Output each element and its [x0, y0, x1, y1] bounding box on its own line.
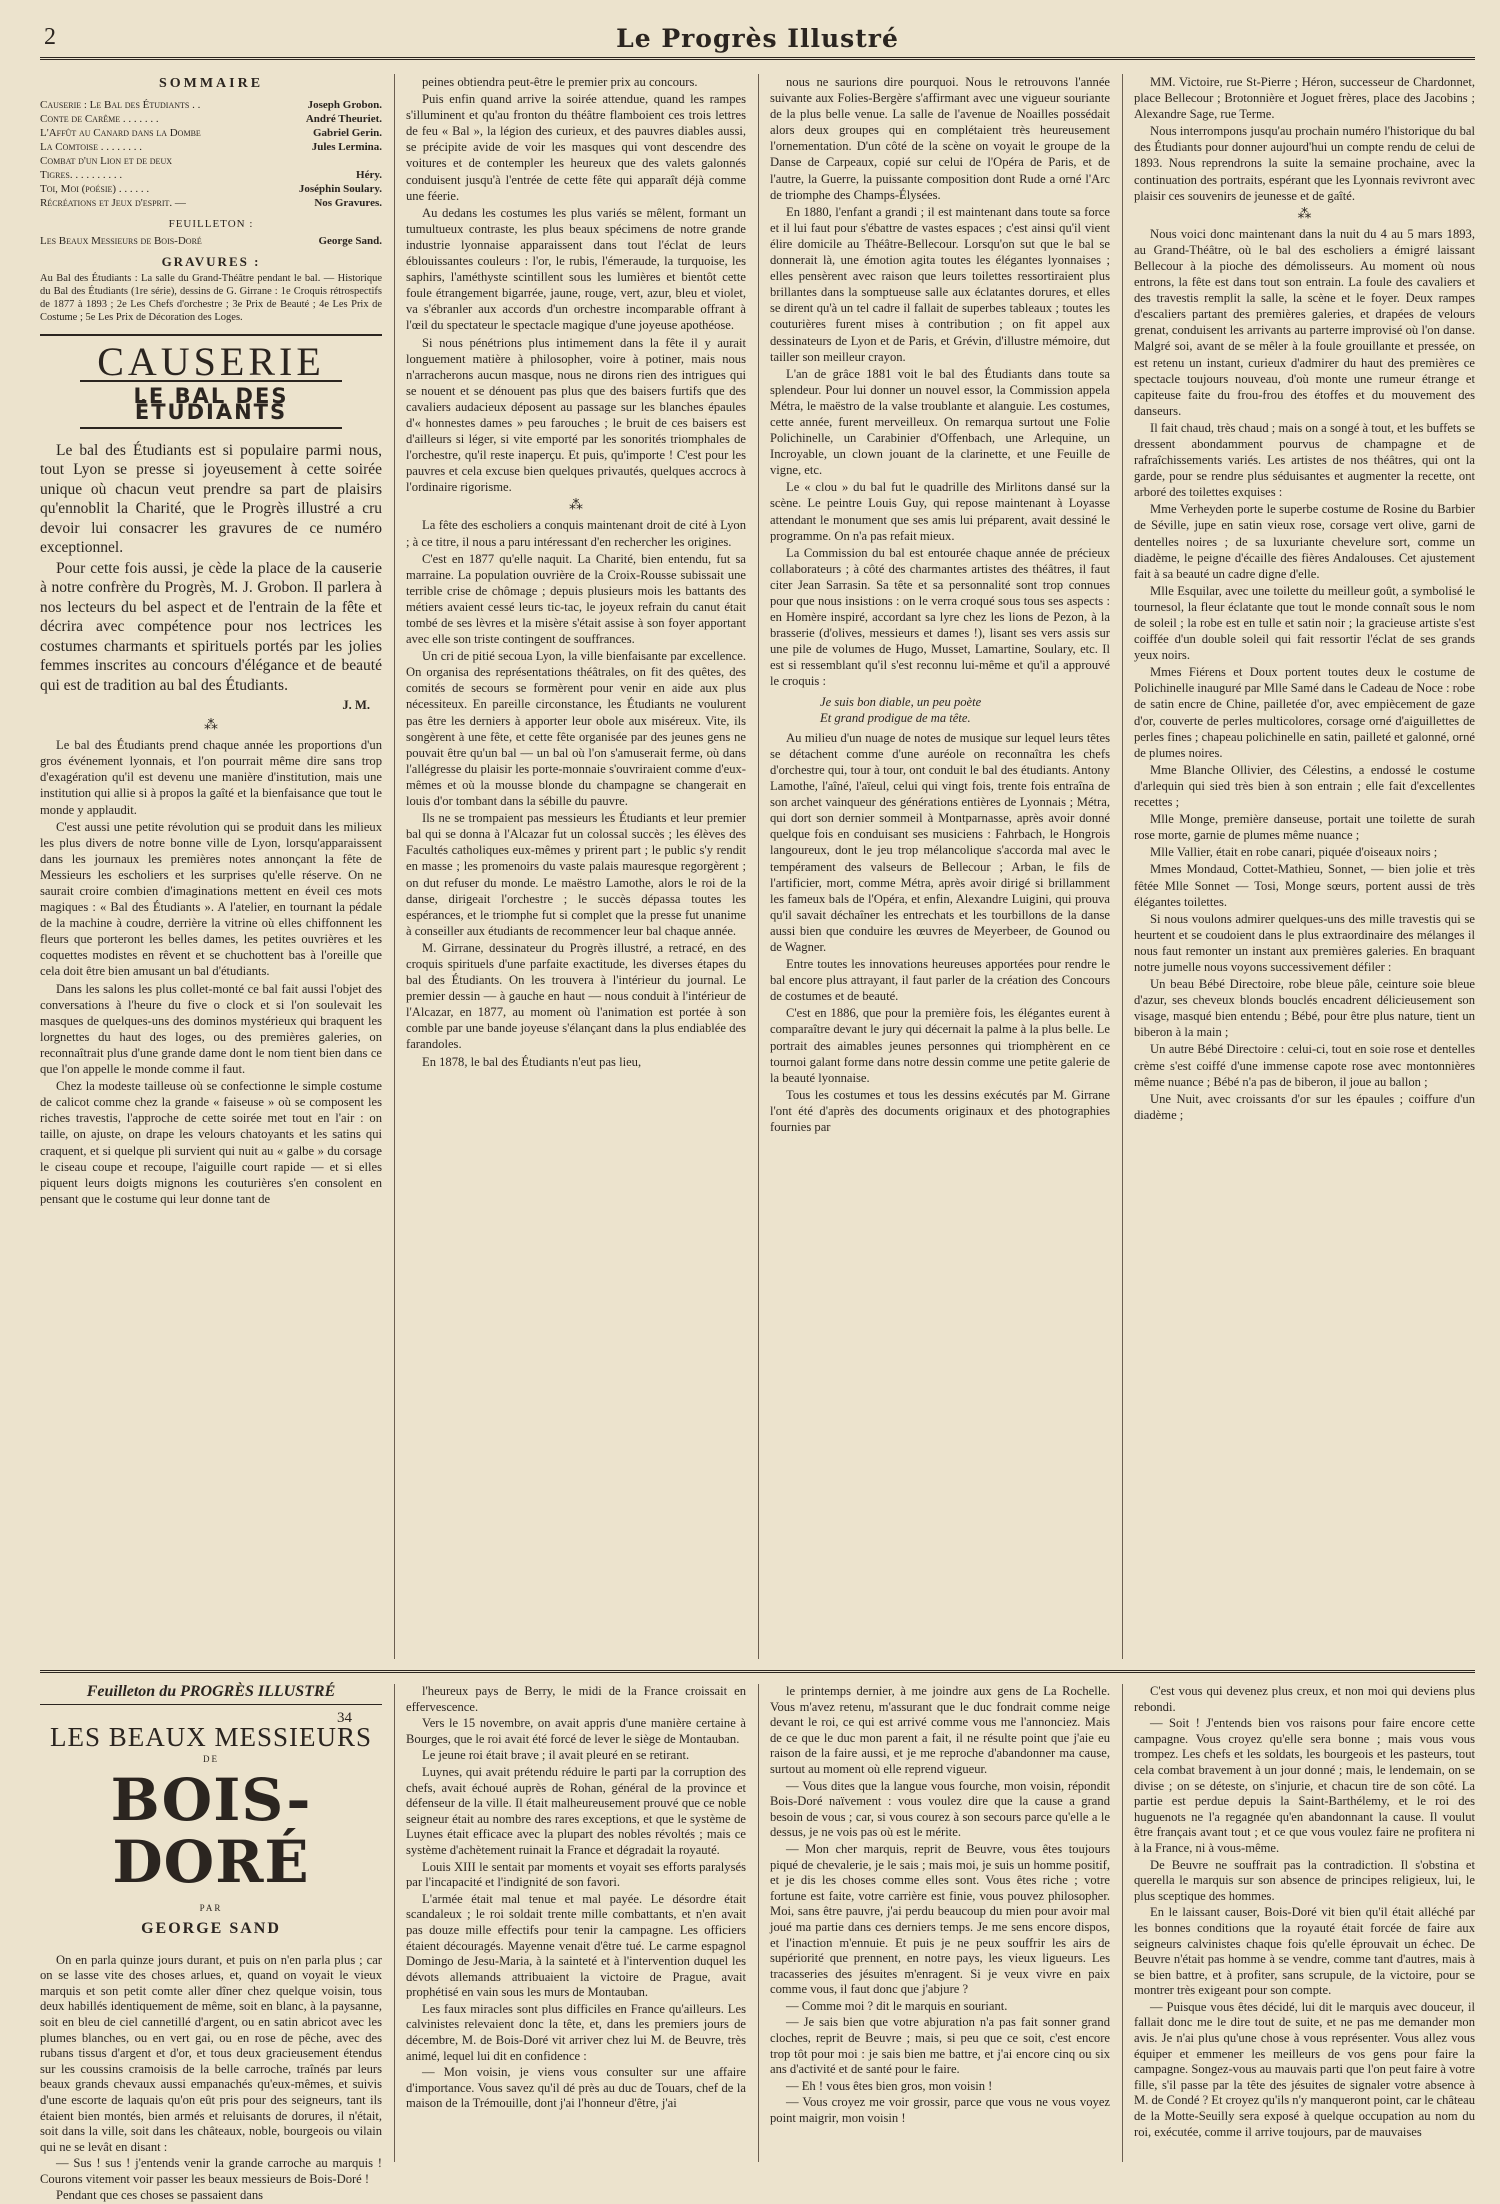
gravures-title: GRAVURES :	[161, 254, 261, 270]
gravures-text: Au Bal des Étudiants : La salle du Grand-Théâtre pendant le bal. — Historique du Bal des Étudiants (1re série), dessins de G. Girrane : 1e Croquis rétrospectifs de 1877 à 1893 ; 2e Les Chefs d'orchestre ; 3e Prix de Beauté ; 4e Les Prix de Costume ; 5e Les Prix de Décoration des Loges.	[40, 273, 382, 324]
column-rule	[758, 74, 759, 1659]
column-3: nous ne saurions dire pourquoi. Nous le retrouvons l'année suivante aux Folies-Bergère s'affirmant avec une vigueur souriante de la plus belle venue. La salle de l'avenue de Noailles possédait alors deux groupes qui en complétaient très heureusement l'ornementation. D'un côté de la scène on voyait le groupe de la Danse de Carpeaux, copié sur celui de l'Opéra de Paris, et de l'autre, la Guerre, la puissante composition dont Rude a orné l'Arc de triomphe des Champs-Élysées. En 1880, l'enfant a grandi ; il est maintenant dans toute sa force et il lui faut pour s'ébattre de vastes espaces ; c'est ainsi qu'il vient élire domicile au Théâtre-Bellecour. Lorsqu'on sut que le bal se donnerait là, une émotion agita toutes les élégantes lyonnaises ; elles pensèrent avec raison que leurs toilettes ressortiraient plus brillantes dans la somptueuse salle aux éclatantes dorures, et elles se dirent qu'à un tel cadre il fallait de superbes tableaux ; toutes les couturières furent mises à contribution ; on fit appel aux dessinateurs de Lyon et de Paris, et Grévin, d'illustre mémoire, dut tailler son meilleur crayon. L'an de grâce 1881 voit le bal des Étudiants dans toute sa splendeur. Pour lui donner un nouvel essor, la Commission appela Métra, le maëstro de la valse troublante et alanguie. Les costumes, cette année, furent merveilleux. On remarqua surtout une Folie Polichinelle, un Carabinier d'Offenbach, une Arlequine, un Incroyable, un clown jouant de la clarinette, et une Feuille de vigne, etc. Le « clou » du bal fut le quadrille des Mirlitons dansé sur la scène. Le peintre Louis Guy, qui repose maintenant à Loyasse attendant le monument que ses amis lui préparent, avait dessiné le programme. On n'a pas refait mieux. La Commission du bal est entourée chaque année de précieux collaborateurs ; à côté des charmantes artistes des théâtres, il faut citer Jean Sarrasin. Sa tête et sa personnalité sont trop connues pour que nous insistions : on le verra croqué sous tous ses aspects : en Homère inspiré, accordant sa lyre chez les lions de Pezon, à la brasserie (d'olives, messieurs et dames !), lisant ses vers assis sur une pile de volumes de Hugo, Musset, Lamartine, Soulary, etc. Il est si ressemblant qu'il s'est reconnu lui-même et qu'il a approuvé le croquis : Je suis bon diable, un peu poète Et grand prodigue de ma tête. Au milieu d'un nuage de notes de musique sur lequel leurs têtes se détachent comme d'une auréole on reconnaîtra les chefs d'orchestre qui, tour à tour, ont conduit le bal des étudiants. Antony Lamothe, l'aîné, l'aïeul, celui qui vingt fois, trente fois entraîna de son archet vainqueur des générations entières de Lyonnais ; Métra, qui dort son dernier sommeil à Montparnasse, après avoir donné quelque fois en conduisant ses musiciens : Fahrbach, le Hongrois langoureux, dont le jeu trop mélancolique s'accorda mal avec le tempérament des valseurs de Bellecour ; Arban, le fils de l'artificier, mort, comme Métra, après avoir dirigé si brillamment les fameux bals de l'Opéra, et enfin, Alexandre Luigini, qui prouva qu'il savait déchaîner les entrechats et les tourbillons de la danse aussi bien que conduire les œuvres de Meyerbeer, de Gounod ou de Wagner. Entre toutes les innovations heureuses apportées pour rendre le bal encore plus attrayant, il faut parler de la création des Concours de costumes et de beauté. C'est en 1886, que pour la première fois, les élégantes eurent à comparaître devant le jury qui décernait la palme à la plus belle. Le portrait des aimables jeunes personnes qui triomphèrent en ce tournoi galant forme dans notre dessin comme une petite galerie de la beauté lyonnaise. Tous les costumes et tous les dessins exécutés par M. Girrane l'ont été d'après des documents originaux et des photographies fournies par	[770, 75, 1110, 1134]
feuilleton-number: 34	[337, 1709, 352, 1726]
causerie-heading: CAUSERIE	[97, 339, 325, 385]
page-number: 2	[44, 24, 56, 50]
column-4: MM. Victoire, rue St-Pierre ; Héron, successeur de Chardonnet, place Bellecour ; Brotonnière et Joguet frères, place des Jacobins ; Alexandre Sage, rue Terme. Nous interrompons jusqu'au prochain numéro l'historique du bal des Étudiants pour donner aujourd'hui un compte rendu de celui de 1893. Nous reprendrons la suite la semaine prochaine, avec la continuation des portraits, espérant que les Lyonnais revivront avec plaisir ces souvenirs de jeunesse et de gaîté. ⁂ Nous voici donc maintenant dans la nuit du 4 au 5 mars 1893, au Grand-Théâtre, où le bal des escholiers a émigré laissant Bellecour à la pioche des démolisseurs. Au moment où nous entrons, la fête est dans tout son entrain. La foule des cavaliers et des travestis remplit la salle, la scène et le foyer. Deux rampes d'escaliers partant des premières galeries, et drapées de velours grenat, conduisent les arrivants au parterre improvisé où l'on danse. Malgré soi, avant de se mêler à la foule grouillante et pressée, on est retenu un instant, curieux d'admirer du haut des premières ce spectacle toujours nouveau, d'où monte une rumeur étrange et capiteuse faite du frou-frou des étoffes et du mouvement des danseurs. Il fait chaud, très chaud ; mais on a songé à tout, et les buffets se dressent abondamment pourvus de champagne et de rafraîchissements variés. Les artistes de nos théâtres, qui ont la garde, pour se rendre plus séduisantes et augmenter la recette, ont arboré des toilettes exquises : Mme Verheyden porte le superbe costume de Rosine du Barbier de Séville, jupe en satin vieux rose, corsage vert olive, garni de dentelles noires ; de sa luxuriante chevelure sort, comme un diadème, le peigne d'écaille des fières Andalouses. Cet ajustement fait à sa beauté un cadre digne d'elle. Mlle Esquilar, avec une toilette du meilleur goût, a symbolisé le tournesol, la fleur éclatante que tout le monde connaît sous le nom de soleil ; la robe est en tulle et satin noir ; la gracieuse artiste s'est coiffée d'un double soleil qui fait ressortir l'éclat de ses grands yeux noirs. Mmes Fiérens et Doux portent toutes deux le costume de Polichinelle inauguré par Mlle Samé dans le Cadeau de Noce : robe de satin encre de Chine, pailletée d'or, avec empiècement de gaze d'or, couverte de perles multicolores, corsage orné d'aiguillettes de perles fines ; chapeau polichinelle en satin, pailleté et galonné, orné de plumes noires. Mme Blanche Ollivier, des Célestins, a endossé le costume d'arlequin qui sied très bien à son entrain ; elle fait d'excellentes recettes ; Mlle Monge, première danseuse, portait une toilette de surah rose morte, garnie de plumes même nuance ; Mlle Vallier, était en robe canari, piquée d'oiseaux noirs ; Mmes Mondaud, Cottet-Mathieu, Sonnet, — bien jolie et très fêtée Mlle Sonnet — Tosi, Monge sœurs, portent aussi de très élégantes toilettes. Si nous voulons admirer quelques-uns des mille travestis qui se heurtent et se coudoient dans le plus extraordinaire des mélanges il nous faut remonter un instant aux premières galeries. En braquant notre jumelle nous voyons successivement défiler : Un beau Bébé Directoire, robe bleue pâle, ceinture soie bleue d'azur, ses cheveux blonds bouclés encadrent délicieusement son visage, masqué bien entendu ; Bébé, pour être plus nature, tient un biberon à la main ; Un autre Bébé Directoire : celui-ci, tout en soie rose et dentelles crème s'est coiffé d'une immense capote rose avec montonnières même nuance ; Bébé n'a pas de biberon, il joue au ballon ; Une Nuit, avec croissants d'or sur les épaules ; coiffure d'un diadème ;	[1134, 75, 1475, 1122]
toc-row: Combat d'un Lion et de deux	[40, 155, 172, 168]
toc-row: Récréations et Jeux d'esprit. — Nos Gravures.	[40, 197, 382, 210]
feuilleton-entry: Les Beaux Messieurs de Bois-Doré George Sand.	[40, 235, 382, 248]
newspaper-page	[40, 22, 1475, 2203]
toc-row: La Comtoise . . . . . . . . Jules Lermina.	[40, 141, 382, 154]
column-1: SOMMAIRE Causerie : Le Bal des Étudiants . . Joseph Grobon. Conte de Carême . . . . . . . André Theuriet. L'Affût au Canard dans la Dombe Gabriel Gerin. La Comtoise . . . . . . . . Jules Lermina. Combat d'un Lion et de deux Tigres. . . . . . . . . . Héry. Toi, Moi (poésie) . . . . . . Joséphin Soulary. Récréations et Jeux d'esprit. — Nos Gravures. FEUILLETON : Les Beaux Messieurs de Bois-Doré George Sand. GRAVURES : Au Bal des Étudiants : La salle du Grand-Théâtre pendant le bal. — Historique du Bal des Étudiants (1re série), dessins de G. Girrane : 1e Croquis rétrospectifs de 1877 à 1893 ; 2e Les Chefs d'orchestre ; 3e Prix de Beauté ; 4e Les Prix de Costume ; 5e Les Prix de Décoration des Loges. CAUSERIE LE BAL DES ÉTUDIANTS Le bal des Étudiants est si populaire parmi nous, tout Lyon se presse si joyeusement à cette soirée unique où chacun veut prendre sa part de plaisirs qu'ennoblit la Charité, que le Progrès illustré a cru devoir lui consacrer les gravures de ce numéro exceptionnel. Pour cette fois aussi, je cède la place de la causerie à notre confrère du Progrès, M. J. Grobon. Il parlera à nos lecteurs du bel aspect et de l'entrain de la fête et décrira avec compétence pour nos lectrices les costumes charmants et spirituels portés par les jolies femmes inscrites au concours d'élégance et de beauté qui est de tradition au bal des Étudiants. J. M. ⁂ Le bal des Étudiants prend chaque année les proportions d'un gros événement lyonnais, et l'on pourrait même dire sans trop d'exagération qu'il est devenu une manière d'institution, mais une institution qui allie si à propos la gaîté et la bienfaisance que tout le monde y applaudit. C'est aussi une petite révolution qui se produit dans les milieux les plus divers de notre bonne ville de Lyon, lorsqu'apparaissent dans les journaux les premières notes annonçant la fête de Messieurs les escholiers et les surprises qu'elle réserve. On ne saurait croire combien d'imaginations mettent en éveil ces mots magiques : « Bal des Étudiants ». A l'atelier, en tournant la pédale de la machine à coudre, derrière la vitrine où elles chiffonnent les fleurs que porteront les belles dames, les petites ouvrières et les coquettes modistes en rêvent et se chuchottent bas à l'oreille que cela doit être bien amusant un bal d'étudiants. Dans les salons les plus collet-monté ce bal fait aussi l'objet des conversations à l'heure du five o clock et si l'on soulevait les masques de quelques-uns des dominos mystérieux qui braquent les lorgnettes du haut des loges, ou des premières galeries, on reconnaîtrait plus d'une grande dame dont le nom tient bien dans ce que l'on appelle le monde comme il faut. Chez la modeste tailleuse où se confectionne le simple costume de calicot comme chez la grande « faiseuse » où se composent les riches travestis, l'approche de cette soirée met tout en l'air : on taille, on ajuste, on drape les velours chatoyants et les satins qui craquent, et si quelque pli survient qui nuit au « galbe » du corsage le ciseau coupe et recoupe, l'aiguille court rapide — et si elles piquent leurs doigts mignons les couturières s'en consolent en pensant que le costume qui leur donne tant de	[40, 76, 382, 1206]
novel-par: PAR	[199, 1903, 223, 1914]
section-divider	[40, 1670, 1475, 1673]
feuilleton-column-2: l'heureux pays de Berry, le midi de la France croissait en effervescence. Vers le 15 novembre, on avait appris d'une manière certaine à Bourges, que le roi avait été forcé de lever le siège de Montauban. Le jeune roi était brave ; il avait pleuré en se retirant. Luynes, qui avait prétendu réduire le parti par la corruption des chefs, avait échoué auprès de Rohan, général de la province et défenseur de la ville. Il était malheureusement prouvé que ce noble seigneur était au nombre des rares exceptions, et que le système de Luynes était efficace avec la plupart des nobles révoltés ; mais ce système d'achètement ruinait la France et dégradait la royauté. Louis XIII le sentait par moments et voyait ses efforts paralysés par l'incapacité et l'indignité de son favori. L'armée était mal tenue et mal payée. Le désordre était scandaleux ; le roi soldait trente mille combattants, et n'en avait pas douze mille effectifs pour tenir la campagne. Les officiers étaient découragés. Mayenne venait d'être tué. Le carme espagnol Domingo de Jesu-Maria, à la sainteté et à l'intervention duquel les dévots allemands attribuaient la victoire de Prague, avait prophétisé en vain sous les murs de Montauban. Les faux miracles sont plus difficiles en France qu'ailleurs. Les calvinistes relevaient donc la tête, et, dans les premiers jours de décembre, M. de Bois-Doré vit arriver chez lui M. de Beuvre, très animé, lequel lui dit en confidence : — Mon voisin, je viens vous consulter sur une affaire d'importance. Vous savez qu'il dé près au duc de Touars, chef de la maison de la Trémouille, dont j'ai l'honneur d'être, j'ai	[406, 1684, 746, 2111]
upper-section	[40, 74, 1475, 1659]
novel-author: GEORGE SAND	[141, 1919, 281, 1937]
column-rule	[394, 1684, 395, 2162]
sommaire-title: SOMMAIRE	[158, 76, 264, 91]
novel-title-main: BOIS-DORÉ	[110, 1766, 312, 1897]
novel-title-top: LES BEAUX MESSIEURS	[49, 1722, 373, 1753]
signature: J. M.	[342, 698, 370, 713]
separator-stars: ⁂	[1297, 206, 1312, 222]
feuilleton-column-3: le printemps dernier, à me joindre aux gens de La Rochelle. Vous m'avez retenu, m'assurant que le duc fondrait comme neige devant le roi, ce qui est arrivé comme vous me l'annonciez. Mais de ce que le duc mon parent a fait, il ne résulte point que j'aie eu raison de la faire aussi, et je me reproche d'abandonner ma cause, surtout au moment où elle reprend vigueur. — Vous dites que la langue vous fourche, mon voisin, répondit Bois-Doré naïvement : vous voulez dire que la cause a grand besoin de vous ; car, si vous courez à son secours parce qu'elle a le dessus, je ne vois pas où est le mérite. — Mon cher marquis, reprit de Beuvre, vous êtes toujours piqué de chevalerie, je le sais ; mais moi, je suis un homme positif, et je dis les choses comme elles sont. Vous êtes riche ; votre fortune est faite, votre carrière est finie, vous pouvez philosopher. Moi, sans être pauvre, j'ai perdu beaucoup du mien pour avoir mal joué ma partie dans ces derniers temps. Je me sens encore dispos, et l'inaction m'ennuie. Et puis je ne peux souffrir les airs de supériorité que prennent, en notre pays, les vieux ligueurs. Les tracasseries des jésuites m'enragent. Si je veux vivre en paix comme vous, il faut donc que j'abjure ? — Comme moi ? dit le marquis en souriant. — Je sais bien que votre abjuration n'a pas fait sonner grand cloches, reprit de Beuvre ; mais, si peu que ce soit, c'est encore trop tôt pour moi : je sais bien me battre, et j'ai encore cinq ou six ans d'activité et de santé pour le faire. — Eh ! vous êtes bien gros, mon voisin ! — Vous croyez me voir grossir, parce que vous ne vous voyez point maigrir, mon voisin !	[770, 1684, 1110, 2126]
feuilleton-label: FEUILLETON :	[168, 218, 254, 231]
separator-stars: ⁂	[204, 718, 218, 734]
toc-row: Tigres. . . . . . . . . . Héry.	[40, 169, 382, 182]
toc-row: Causerie : Le Bal des Étudiants . . Joseph Grobon.	[40, 99, 382, 112]
toc-row: L'Affût au Canard dans la Dombe Gabriel Gerin.	[40, 127, 382, 140]
feuilleton-column-4: C'est vous qui devenez plus creux, et non moi qui deviens plus rebondi. — Soit ! J'entends bien vos raisons pour faire encore cette campagne. Vous croyez qu'elle sera bonne ; mais vous vous trompez. Les chefs et les soldats, les bourgeois et les pasteurs, tout cela combat bravement à un jour donné ; mais, le lendemain, on se divise ; on se déteste, on s'injurie, et chacun tire de son côté. La partie est perdue depuis la Saint-Barthélemy, et le roi des huguenots ne l'a regagnée qu'en abandonnant la cause. Il voulut être français avant tout ; et ce que vous voulez faire ne profitera ni à la France, ni à vous-même. De Beuvre ne souffrait pas la contradiction. Il s'obstina et querella le marquis sur son absence de principes religieux, lui, le plus sceptique des hommes. En le laissant causer, Bois-Doré vit bien qu'il était alléché par les bonnes conditions que la royauté était forcée de faire aux seigneurs calvinistes chaque fois qu'elle éprouvait un échec. De Beuvre n'était pas homme à se vendre, comme tant d'autres, mais à se bien battre, et à profiter, sans scrupule, de la victoire, pour se montrer très exigeant pour son compte. — Puisque vous êtes décidé, lui dit le marquis avec douceur, il fallait donc me le dire tout de suite, et ne pas me demander mon avis. Je n'ai plus qu'une chose à vous représenter. Vous allez vous équiper et emmener les meilleurs de vos gens pour faire la campagne. Songez-vous au mauvais parti que l'on peut faire à votre fille, s'il passe par la tête des jésuites de signaler votre absence à M. de Condé ? Et croyez qu'ils n'y manqueront point, car le château de la Motte-Seuilly sera exposé à quelque occupation au nom du roi, exécutée, comme il arrive toujours, par de mauvaises	[1134, 1684, 1475, 2139]
separator-stars: ⁂	[569, 498, 583, 514]
table-of-contents	[40, 98, 382, 210]
feuilleton-label: Feuilleton du PROGRÈS ILLUSTRÉ	[40, 1684, 382, 1705]
column-2: peines obtiendra peut-être le premier prix au concours. Puis enfin quand arrive la soirée attendue, quand les rampes s'illuminent et qu'au fronton du théâtre flamboient ces trois lettres de feu « Bal », la légion des curieux, et des pauvres diables aussi, se précipite avide de voir les masques qui vont descendre des voitures et de contempler les heureux que des valets galonnés conduisent jusqu'à l'entrée de cette fête qui apparaît déjà comme une féerie. Au dedans les costumes les plus variés se mêlent, formant un tumultueux contraste, les plus beaux spécimens de notre grande industrie lyonnaise apparaissent dans tout l'éclat de leurs éblouissantes couleurs : l'or, le rubis, l'émeraude, la turquoise, les saphirs, l'améthyste scintillent sous les lumières et bientôt cette foule étrangement bigarrée, jaune, rouge, vert, azur, bleu et violet, va s'ébranler aux accords d'un orchestre incomparable offrant à l'œil du spectateur le spectacle magique d'une joyeuse apothéose. Si nous pénétrions plus intimement dans la fête il y aurait longuement matière à philosopher, voire à potiner, mais nous n'arracherons aucun masque, nous ne dirons rien des intrigues qui se nouent et se dénouent pas plus que des baisers furtifs que des cavaliers audacieux déposent au passage sur les blanches épaules d'« honnestes dames » peu farouches ; le bruit de ces baisers est d'ailleurs si léger, si vite emporté par les sonorités triomphales de l'orchestre, qu'il reste inaperçu. Et puis, qu'importe ! C'est pour les pauvres et cela excuse bien quelques privautés, quelques accrocs à l'ordinaire rigorisme. ⁂ La fête des escholiers a conquis maintenant droit de cité à Lyon ; à ce titre, il nous a paru intéressant d'en rechercher les origines. C'est en 1877 qu'elle naquit. La Charité, bien entendu, fut sa marraine. La population ouvrière de la Croix-Rousse subissait une terrible crise de chômage ; depuis plusieurs mois les battants des métiers avaient cessé leurs tic-tac, le joyeux refrain du canut était tombé de ses lèvres et la misère s'était assise à son foyer apportant avec elle son triste contingent de souffrances. Un cri de pitié secoua Lyon, la ville bienfaisante par excellence. On organisa des représentations théâtrales, on fit des quêtes, des comités de secours se formèrent pour venir en aide aux plus nécessiteux. En pareille circonstance, les Étudiants ne voulurent pas être les derniers à apporter leur obole aux miséreux. Vite, ils songèrent à une fête, et cette fête organisée par des jeunes gens ne pouvait être qu'un bal — un bal où l'on s'amuserait ferme, où dans l'allégresse du plaisir les porte-monnaie s'ouvriraient comme d'eux-mêmes et où la mousse blonde du champagne se changerait en louis d'or tombant dans la sébille du pauvre. Ils ne se trompaient pas messieurs les Étudiants et leur premier bal qui se donna à l'Alcazar fut un colossal succès ; les élèves des Facultés catholiques eux-mêmes y prirent part ; le public s'y rendit en masse ; les promenoirs du vaste palais mauresque regorgèrent ; on dut refuser du monde. Le maëstro Lamothe, alors le roi de la danse, dirigeait l'orchestre ; le succès dépassa toutes les espérances, et le triomphe fut si complet que la presse fut unanime à conseiller aux étudiants de recommencer leur bal chaque année. M. Girrane, dessinateur du Progrès illustré, a retracé, en des croquis spirituels d'une parfaite exactitude, les diverses étapes du bal des Étudiants. On les trouvera à l'intérieur du journal. Le premier dessin — à gauche en haut — nous conduit à l'intérieur de l'Alcazar, en 1877, au moment où l'animation est portée à son comble par une bande joyeuse s'élançant dans la plus endiablée des farandoles. En 1878, le bal des Étudiants n'eut pas lieu,	[406, 75, 746, 1069]
column-rule	[758, 1684, 759, 2162]
column-rule	[1122, 74, 1123, 1659]
newspaper-title: Le Progrès Illustré	[616, 24, 899, 53]
novel-title-de: DE	[203, 1753, 219, 1764]
poem: Je suis bon diable, un peu poète Et grand prodigue de ma tête.	[820, 694, 982, 725]
toc-row: Toi, Moi (poésie) . . . . . . Joséphin Soulary.	[40, 183, 382, 196]
feuilleton-section	[40, 1683, 1475, 2203]
masthead	[40, 22, 1475, 60]
bal-heading: LE BAL DES ÉTUDIANTS	[80, 380, 342, 428]
column-rule	[394, 74, 395, 1659]
column-rule	[1122, 1684, 1123, 2162]
feuilleton-column-1: Feuilleton du PROGRÈS ILLUSTRÉ 34 LES BEAUX MESSIEURS DE BOIS-DORÉ PAR GEORGE SAND On en parla quinze jours durant, et puis on n'en parla plus ; car on se lasse vite des choses arlues, et, quand on voyait le vieux marquis et son petit comte aller dîner chez quelque voisin, tous deux habillés identiquement de même, soit en blanc, à la paysanne, soit en bleu de ciel cannetillé d'argent, ou en satin abricot avec les plumes blanches, ou en vert gai, ou en rose de pêche, avec des rubans tissus d'argent et d'or, et tous deux gracieusement étendus sur les coussins cramoisis de la belle carroche, traînés par leurs beaux grands chevaux aussi empanachés qu'eux-mêmes, et suivis d'une escorte de laquais qu'on eût pris pour des seigneurs, tant ils étaient bien montés, bien armés et reluisants de dorures, il n'était, soit dans la ville, soit dans les châteaux, noble, bourgeois ou vilain qui ne se levât en disant : — Sus ! sus ! j'entends venir la grande carroche au marquis ! Courons vitement voir passer les beaux messieurs de Bois-Doré ! Pendant que ces choses se passaient dans	[40, 1683, 382, 2203]
toc-row: Conte de Carême . . . . . . . André Theuriet.	[40, 113, 382, 126]
causerie-lead: Le bal des Étudiants est si populaire parmi nous, tout Lyon se presse si joyeusement à cette soirée unique où chacun veut prendre sa part de plaisirs qu'ennoblit la Charité, que le Progrès illustré a cru devoir lui consacrer les gravures de ce numéro exceptionnel. Pour cette fois aussi, je cède la place de la causerie à notre confrère du Progrès, M. J. Grobon. Il parlera à nos lecteurs du bel aspect et de l'entrain de la fête et décrira avec compétence pour nos lectrices les costumes charmants et spirituels portés par les jolies femmes inscrites au concours d'élégance et de beauté qui est de tradition au bal des Étudiants.	[40, 441, 382, 694]
divider	[40, 334, 382, 336]
